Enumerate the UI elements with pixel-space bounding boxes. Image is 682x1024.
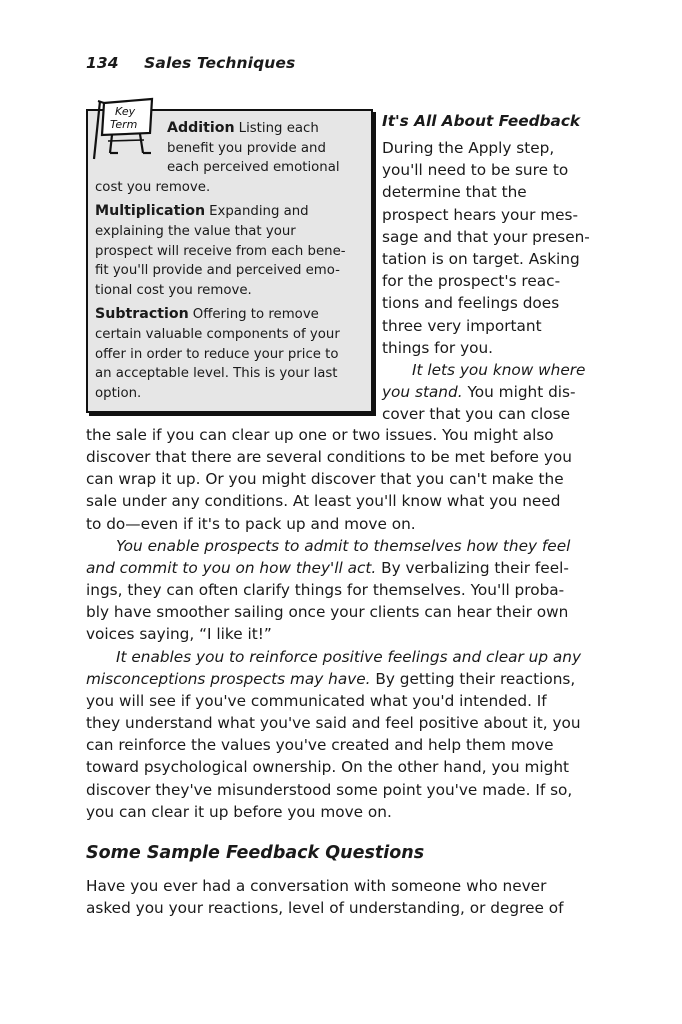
body-line: bly have smoother sailing once your clients can hear their own <box>86 603 569 622</box>
article-narrow-column <box>382 110 594 426</box>
page-number: 134 <box>86 54 119 72</box>
definition-line: tional cost you remove. <box>95 282 252 298</box>
body-line: Have you ever had a conversation with someone who never <box>86 877 547 895</box>
term-addition: Addition <box>167 120 235 136</box>
emphasis-text: and commit to you on how they'll act. <box>86 558 377 577</box>
body-line: voices saying, “I like it!” <box>86 625 272 644</box>
key-term-sidebar <box>86 105 373 413</box>
body-line <box>86 646 596 668</box>
body-line: discover that there are several conditions to be met before you <box>86 448 572 467</box>
body-line: you can clear it up before you move on. <box>86 802 392 821</box>
body-line: tions and feelings does <box>382 294 560 313</box>
term-multiplication: Multiplication <box>95 203 206 220</box>
running-head-title: Sales Techniques <box>144 54 296 72</box>
body-line <box>86 668 596 690</box>
body-line: During the Apply step, <box>382 139 555 157</box>
section-paragraph <box>86 875 596 919</box>
body-line <box>382 359 594 381</box>
definition-line: cost you remove. <box>95 179 211 195</box>
body-line: cover that you can close <box>382 405 571 424</box>
body-line: can reinforce the values you've created and help them move <box>86 736 554 755</box>
key-term-sign-icon <box>90 97 160 167</box>
definition-line: Expanding and <box>209 204 309 220</box>
definition-line: benefit you provide and <box>167 140 326 156</box>
body-line: ings, they can often clarify things for themselves. You'll proba- <box>86 581 565 600</box>
definition-line: prospect will receive from each bene- <box>95 243 346 259</box>
emphasis-text: misconceptions prospects may have. <box>86 669 371 688</box>
body-line: for the prospect's reac- <box>382 272 561 291</box>
emphasis-text: You enable prospects to admit to themselves how they feel <box>116 536 571 555</box>
definition-line: explaining the value that your <box>95 223 296 239</box>
body-line <box>86 557 596 579</box>
emphasis-text: It enables you to reinforce positive feelings and clear up any <box>116 647 582 666</box>
body-line <box>86 535 596 557</box>
body-line: asked you your reactions, level of understanding, or degree of <box>86 899 564 918</box>
definition-line: Listing each <box>238 121 319 136</box>
definition-line: option. <box>95 385 142 401</box>
body-line: you'll need to be sure to <box>382 161 569 180</box>
key-term-multiplication <box>95 202 363 300</box>
running-head <box>86 54 295 72</box>
term-subtraction: Subtraction <box>95 306 189 323</box>
body-line: you will see if you've communicated what you'd intended. If <box>86 691 547 710</box>
body-line: determine that the <box>382 183 527 202</box>
key-term-icon-label-bottom: Term <box>110 118 138 131</box>
body-line: tation is on target. Asking <box>382 250 580 269</box>
article-wide-column <box>86 424 596 823</box>
body-line: they understand what you've said and feel positive about it, you <box>86 714 581 733</box>
definition-line: Offering to remove <box>192 307 319 323</box>
definition-line: an acceptable level. This is your last <box>95 366 338 382</box>
body-line: discover they've misunderstood some point you've made. If so, <box>86 780 573 799</box>
body-text: By verbalizing their feel- <box>376 558 569 577</box>
body-line: sale under any conditions. At least you'll know what you need <box>86 492 561 511</box>
key-term-subtraction <box>95 305 363 403</box>
body-line: things for you. <box>382 338 494 357</box>
definition-line: each perceived emotional <box>167 160 340 176</box>
body-line: the sale if you can clear up one or two issues. You might also <box>86 426 554 444</box>
body-line: toward psychological ownership. On the other hand, you might <box>86 758 570 777</box>
key-term-icon-label-top: Key <box>115 105 136 118</box>
emphasis-text: you stand. <box>382 383 463 402</box>
body-text: You might dis- <box>462 383 576 402</box>
emphasis-text: It lets you know where <box>412 361 586 380</box>
definition-line: fit you'll provide and perceived emo- <box>95 263 340 279</box>
body-line: sage and that your presen- <box>382 227 590 246</box>
definition-line: offer in order to reduce your price to <box>95 346 339 362</box>
body-line <box>382 381 594 403</box>
body-line: prospect hears your mes- <box>382 205 579 224</box>
body-line: three very important <box>382 316 542 335</box>
body-line: can wrap it up. Or you might discover that you can't make the <box>86 470 564 489</box>
definition-line: certain valuable components of your <box>95 326 340 342</box>
section-heading: Some Sample Feedback Questions <box>86 843 425 863</box>
body-line: to do—even if it's to pack up and move on. <box>86 514 416 533</box>
article-heading: It's All About Feedback <box>382 112 581 130</box>
body-text: By getting their reactions, <box>370 669 576 688</box>
